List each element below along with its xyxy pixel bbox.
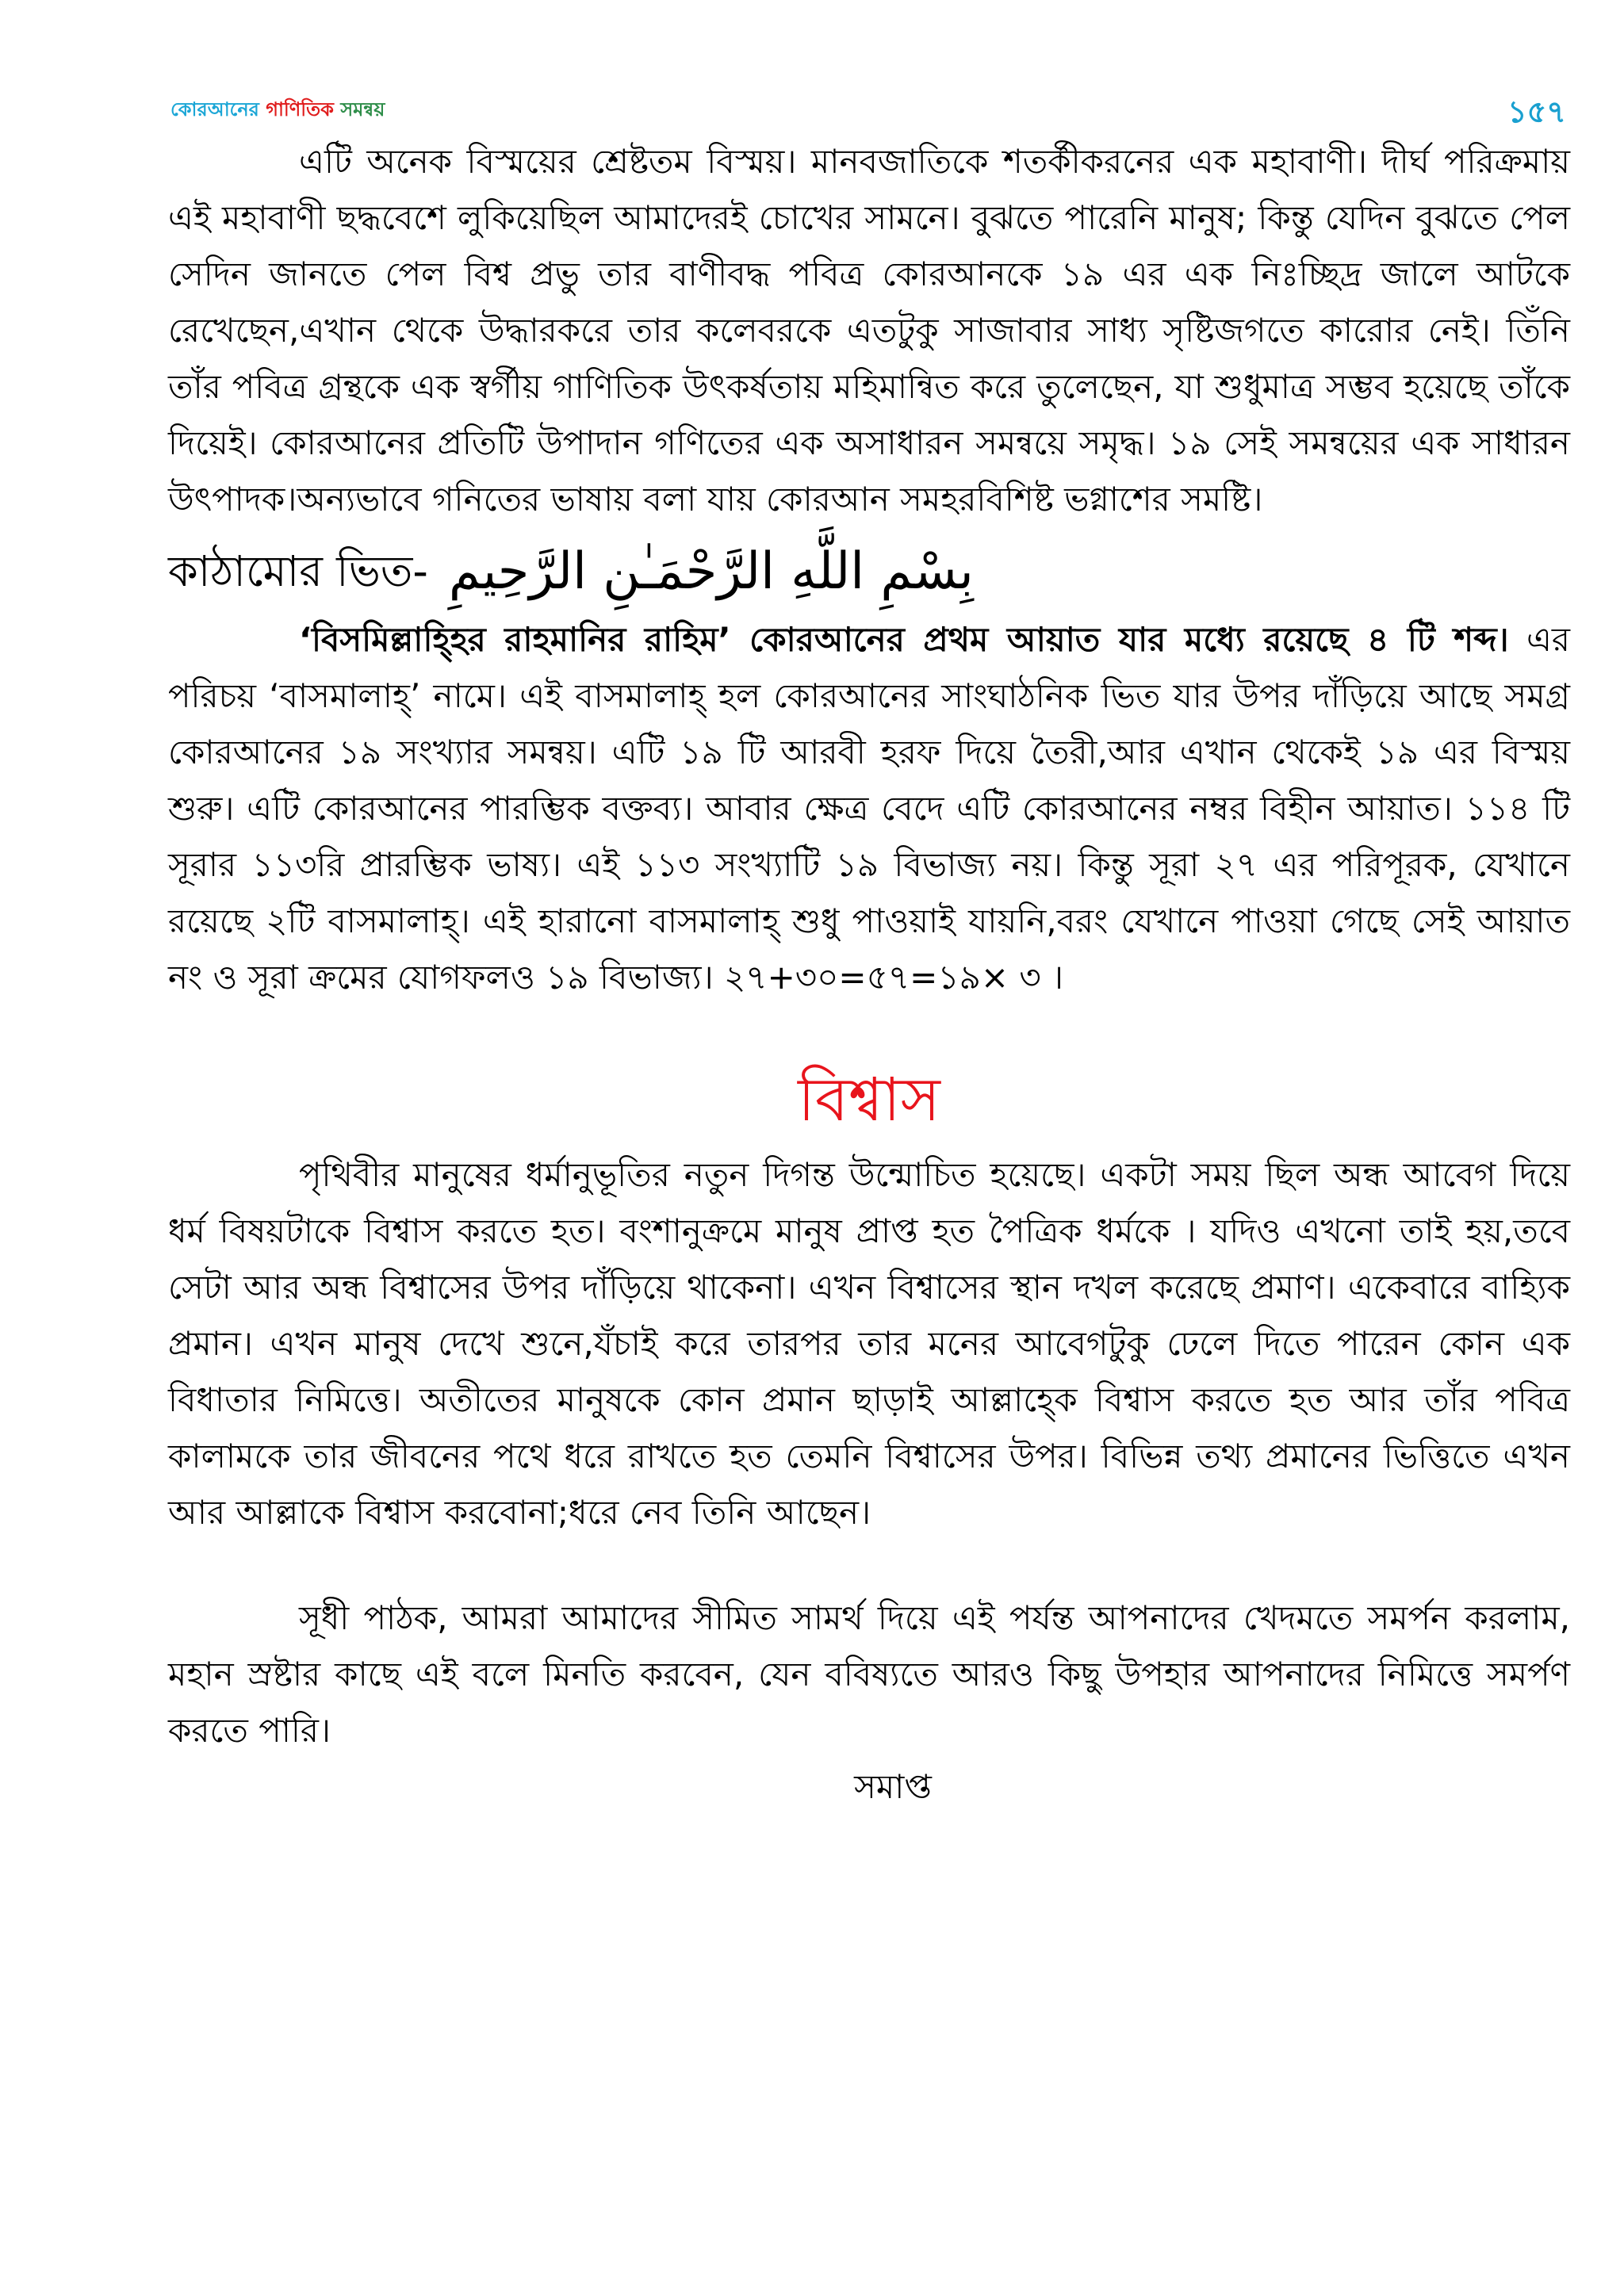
ending-text: সমাপ্ত [854, 1767, 932, 1806]
page-header [170, 89, 1566, 136]
running-title [170, 95, 385, 127]
paragraph-intro: এটি অনেক বিস্ময়ের শ্রেষ্টতম বিস্ময়। মানবজাতিকে শতর্কীকরনের এক মহাবাণী। দীর্ঘ পরিক্রমায় এই মহাবাণী ছদ্ধবেশে লুকিয়েছিল আমাদেরই চোখের সামনে। বুঝতে পারেনি মানুষ; কিন্তু যেদিন বুঝতে পেল সেদিন জানতে পেল বিশ্ব প্রভু তার বাণীবদ্ধ পবিত্র কোরআনকে ১৯ এর এক নিঃচ্ছিদ্র জালে আটকে রেখেছেন,এখান থেকে উদ্ধারকরে তার কলেবরকে এতটুকু সাজাবার সাধ্য সৃষ্টিজগতে কারোর নেই। তিঁনি তাঁর পবিত্র গ্রন্থকে এক স্বর্গীয় গাণিতিক উৎকর্ষতায় মহিমান্বিত করে তুলেছেন, যা শুধুমাত্র সম্ভব হয়েছে তাঁকে দিয়েই। কোরআনের প্রতিটি উপাদান গণিতের এক অসাধারন সমন্বয়ে সমৃদ্ধ। ১৯ সেই সমন্বয়ের এক সাধারন উৎপাদক।অন্যভাবে গনিতের ভাষায় বলা যায় কোরআন সমহরবিশিষ্ট ভগ্নাশের সমষ্টি। [168, 142, 1571, 519]
basmala-arabic-text: بِسْمِ اللَّهِ الرَّحْمَـٰنِ الرَّحِيمِ [448, 542, 974, 601]
page-body [168, 133, 1570, 1816]
paragraph-gap [168, 1540, 1570, 1590]
basmala-row [168, 532, 1570, 611]
basmala-paragraph-text: এর পরিচয় ‘বাসমালাহ্’ নামে। এই বাসমালাহ্ হল কোরআনের সাংঘাঠনিক ভিত যার উপর দাঁড়িয়ে আছে সমগ্র কোরআনের ১৯ সংখ্যার সমন্বয়। এটি ১৯ টি আরবী হরফ দিয়ে তৈরী,আর এখান থেকেই ১৯ এর বিস্ময় শুরু। এটি কোরআনের পারম্ভিক বক্তব্য। আবার ক্ষেত্র বেদে এটি কোরআনের নম্বর বিহীন আয়াত। ১১৪ টি সূরার ১১৩রি প্রারম্ভিক ভাষ্য। এই ১১৩ সংখ্যাটি ১৯ বিভাজ্য নয়। কিন্তু সূরা ২৭ এর পরিপূরক, যেখানে রয়েছে ২টি বাসমালাহ্। এই হারানো বাসমালাহ্ শুধু পাওয়াই যায়নি,বরং যেখানে পাওয়া গেছে সেই আয়াত নং ও সূরা ক্রমের যোগফলও ১৯ বিভাজ্য। ২৭+৩০=৫৭=১৯× ৩ । [168, 620, 1571, 997]
paragraph-basmala [168, 611, 1570, 1005]
running-title-part-1: কোরআনের [170, 98, 266, 121]
running-title-part-2: গাণিতিক [266, 98, 341, 121]
page-number: ১৫৭ [1507, 94, 1566, 129]
section-title: বিশ্বাস [798, 1064, 940, 1135]
basmala-bold-lead: ‘বিসমিল্লাহ্হির রাহমানির রাহিম’ কোরআনের প্রথম আয়াত যার মধ্যে রয়েছে ৪ টি শব্দ। [299, 620, 1509, 659]
paragraph-closing: সূধী পাঠক, আমরা আমাদের সীমিত সামর্থ দিয়ে এই পর্যন্ত আপনাদের খেদমতে সমর্পন করলাম, মহান স্রষ্টার কাছে এই বলে মিনতি করবেন, যেন ববিষ্যতে আরও কিছু উপহার আপনাদের নিমিত্তে সমর্পণ করতে পারি। [168, 1598, 1570, 1750]
basmala-label: কাঠামোর ভিত- [168, 546, 428, 596]
paragraph-belief: পৃথিবীর মানুষের ধর্মানুভূতির নতুন দিগন্ত উন্মোচিত হয়েছে। একটা সময় ছিল অন্ধ আবেগ দিয়ে ধর্ম বিষয়টাকে বিশ্বাস করতে হত। বংশানুক্রমে মানুষ প্রাপ্ত হত পৈত্রিক ধর্মকে । যদিও এখনো তাই হয়,তবে সেটা আর অন্ধ বিশ্বাসের উপর দাঁড়িয়ে থাকেনা। এখন বিশ্বাসের স্থান দখল করেছে প্রমাণ। একেবারে বাহ্যিক প্রমান। এখন মানুষ দেখে শুনে,যঁচাই করে তারপর তার মনের আবেগটুকু ঢেলে দিতে পারেন কোন এক বিধাতার নিমিত্তে। অতীতের মানুষকে কোন প্রমান ছাড়াই আল্লাহ্কে বিশ্বাস করতে হত আর তাঁর পবিত্র কালামকে তার জীবনের পথে ধরে রাখতে হত তেমনি বিশ্বাসের উপর। বিভিন্ন তথ্য প্রমানের ভিত্তিতে এখন আর আল্লাকে বিশ্বাস করবোনা;ধরে নেব তিনি আছেন। [168, 1155, 1570, 1532]
running-title-part-3: সমন্বয় [340, 98, 385, 121]
